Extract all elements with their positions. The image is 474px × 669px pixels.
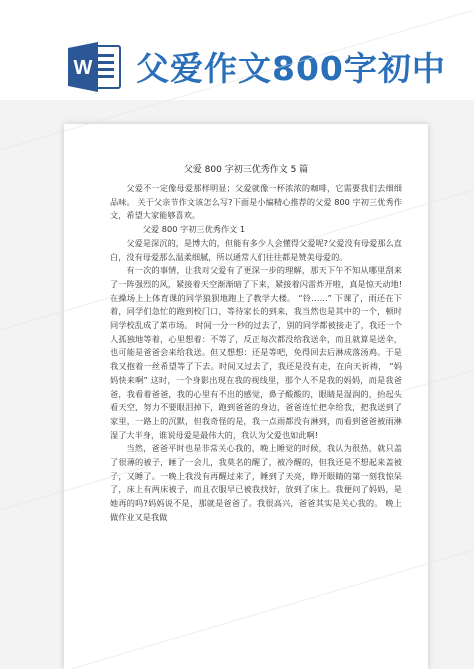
document-title: 父爱 800 字初三优秀作文 5 篇 [183,165,309,175]
document-page [64,124,428,669]
paragraph: 当然，爸爸平时也是非常关心我的，晚上睡觉的时候，我认为很热，就只盖了很薄的被子，睡了一会儿，我莫名的醒了，被冷醒的，但我还是不想起来盖被子，又睡了。一晚上我没有再醒过来了，睡到了天亮，睁开眼睛的第一刻我惊呆了，床上有两床被子，而且衣服早已被我找好，放到了床上。我便问了妈妈，是她再的吗?妈妈说不是，那就是爸爸了。我很高兴，爸爸其实是关心我的。 晚上做作业又是我做 [110,443,402,522]
paragraph-intro: 父爱不一定像母爱那样明显；父爱就像一杯浓浓的咖啡，它需要我们去细细品味。 关于父亲节作文该怎么写?下面是小编精心推荐的父爱 800 字初三优秀作文，希望大家能够喜欢。 [110,183,402,221]
document-body [110,182,402,525]
section-heading: 父爱 800 字初三优秀作文 1 [142,224,246,235]
banner [0,0,474,100]
paragraph: 父爱是深沉的，是博大的，但能有多少人会懂得父爱呢?父爱没有母爱那么直白，没有母爱那么温柔细腻，所以通常人们往往都是赞美母爱的。 [110,237,402,262]
word-doc-icon [68,42,122,92]
banner-title: 父爱作文800字初中 [136,49,446,88]
svg-text:W: W [73,57,93,79]
paragraph: 有一次的事情，让我对父爱有了更深一步的理解，那天下午不知从哪里刮来了一阵强烈的风，紧接着天空渐渐暗了下来，紧接着闪雷炸开啦，真是惊天动地!在操场上上体育课的同学狼狈地跑上了教学大楼。 “铃……” 下课了，雨还在下着，同学们急忙的跑到校门口，等待家长的到来，我当然也是其中的一个，顿时同学校乱成了菜市场。 时间一分一秒的过去了，别的同学都被接走了，我还一个人孤独地等着，心里想着：不等了，反正每次都没给我送伞，而且就算是送伞，也可能是爸爸会来给我送。但又想想：还是等吧，免得回去后淋成落汤鸡。于是我又抱着一丝希望等了下去。时间又过去了，我还是没有走，在向天祈祷， “妈妈快来啊” 这时，一个身影出现在我的视线里，那个人不是我的妈妈，而是我爸爸，我看着爸爸，我的心里有不出的感觉，鼻子酸酸的，眼睛是湿润的，抬起头看天空，努力不要眼泪掉下，跑到爸爸的身边，爸爸连忙把伞给我，把我送到了家里，一路上的沉默，但我奇怪的是，我一点雨都没有淋到，而看到爸爸被雨淋湿了大半身，谁说母爱是最伟大的，我认为父爱也如此啊! [110,265,402,440]
